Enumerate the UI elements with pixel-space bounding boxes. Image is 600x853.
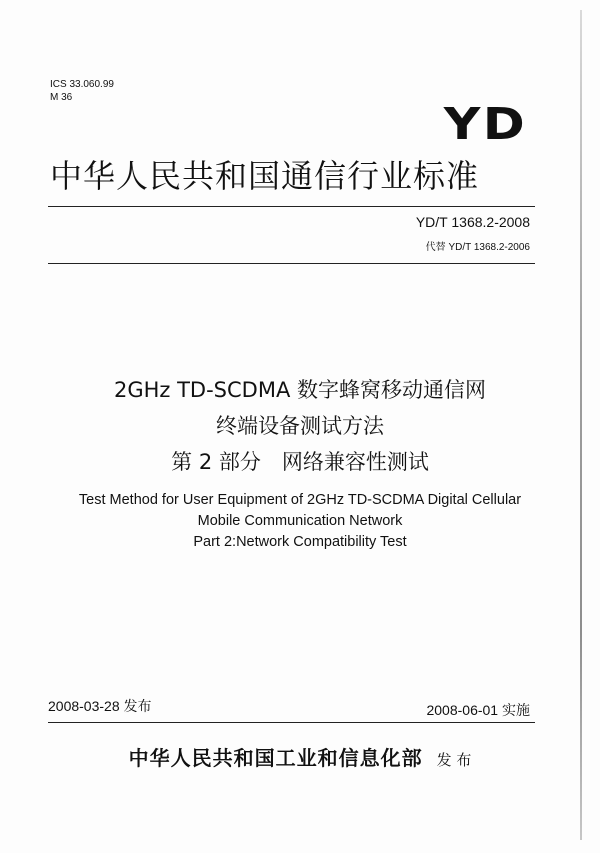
chinese-title-line-2: 终端设备测试方法 — [216, 414, 384, 438]
top-divider — [48, 206, 535, 207]
footer-divider — [48, 722, 535, 723]
english-title — [0, 490, 600, 553]
chinese-title-line-3: 第 2 部分 网络兼容性测试 — [171, 450, 429, 474]
english-title-line-3: Part 2:Network Compatibility Test — [193, 534, 407, 550]
english-title-line-1: Test Method for User Equipment of 2GHz TD-SCDMA Digital Cellular — [78, 492, 522, 508]
chinese-title-line-1: 2GHz TD-SCDMA 数字蜂窝移动通信网 — [113, 378, 487, 402]
issue-date: 2008-03-28 发布 — [48, 698, 152, 714]
publisher — [0, 742, 600, 771]
organization-title: 中华人民共和国通信行业标准 — [50, 157, 480, 195]
class-code: M 36 — [50, 92, 73, 103]
yd-logo: YD — [443, 99, 527, 150]
chinese-title — [0, 372, 600, 480]
header-divider — [48, 263, 535, 264]
ics-code: ICS 33.060.99 — [50, 79, 114, 90]
replaces-standard: 代替 YD/T 1368.2-2006 — [425, 242, 530, 253]
implementation-date: 2008-06-01 实施 — [426, 702, 530, 718]
publish-label: 发 布 — [436, 751, 472, 769]
english-title-line-2: Mobile Communication Network — [197, 513, 403, 529]
classification-codes — [50, 78, 114, 104]
standard-number: YD/T 1368.2-2008 — [415, 214, 530, 230]
ministry-name: 中华人民共和国工业和信息化部 — [128, 746, 423, 770]
